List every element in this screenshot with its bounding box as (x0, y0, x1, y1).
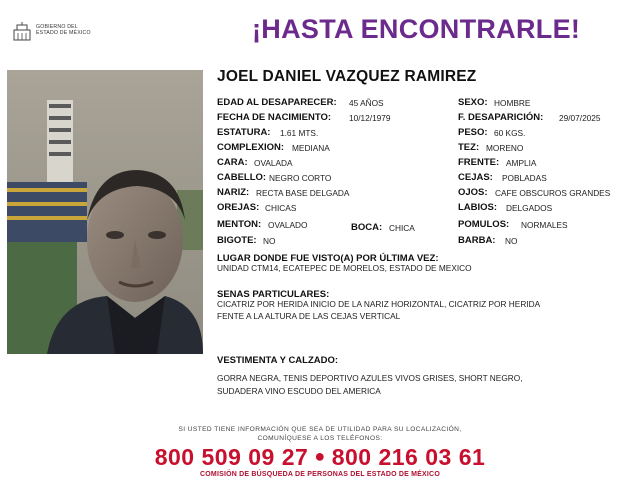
marks-label: SENAS PARTICULARES: (217, 289, 330, 300)
nacimiento-label: FECHA DE NACIMIENTO: (217, 112, 331, 123)
clothing-line-1: GORRA NEGRA, TENIS DEPORTIVO AZULES VIVOS GRISES, SHORT NEGRO, (217, 373, 523, 383)
complexion-value: MEDIANA (292, 143, 330, 153)
marks-line-1: CICATRIZ POR HERIDA INICIO DE LA NARIZ HORIZONTAL, CICATRIZ POR HERIDA (217, 299, 541, 309)
sexo-value: HOMBRE (494, 98, 531, 108)
commission-name: COMISIÓN DE BÚSQUEDA DE PERSONAS DEL ESTADO DE MÉXICO (200, 471, 440, 478)
orejas-label: OREJAS: (217, 202, 260, 213)
menton-label: MENTON: (217, 219, 262, 230)
marks-line-2: FENTE A LA ALTURA DE LAS CEJAS VERTICAL (217, 311, 401, 321)
ojos-value: CAFE OBSCUROS GRANDES (495, 188, 611, 198)
last-seen-value: UNIDAD CTM14, ECATEPEC DE MORELOS, ESTADO DE MEXICO (217, 263, 472, 273)
person-name: JOEL DANIEL VAZQUEZ RAMIREZ (217, 68, 477, 85)
gov-line-2: ESTADO DE MÉXICO (36, 30, 91, 36)
cabello-value: NEGRO CORTO (269, 173, 332, 183)
labios-label: LABIOS: (458, 202, 498, 213)
boca-label: BOCA: (351, 222, 383, 233)
pomulos-label: POMULOS: (458, 219, 510, 230)
cabello-label: CABELLO: (217, 172, 267, 183)
phone-number-1[interactable]: 800 509 09 27 (154, 444, 309, 470)
menton-value: OVALADO (268, 220, 308, 230)
orejas-value: CHICAS (265, 203, 297, 213)
ojos-label: OJOS: (458, 187, 488, 198)
government-logo (12, 22, 112, 44)
complexion-label: COMPLEXION: (217, 142, 285, 153)
tez-label: TEZ: (458, 142, 480, 153)
fdesap-label: F. DESAPARICIÓN: (458, 112, 544, 123)
contact-info-line-2: COMUNÍQUESE A LOS TELÉFONOS: (257, 434, 383, 442)
nacimiento-value: 10/12/1979 (349, 113, 391, 123)
cara-label: CARA: (217, 157, 248, 168)
barba-value: NO (505, 236, 518, 246)
edad-label: EDAD AL DESAPARECER: (217, 97, 337, 108)
peso-value: 60 KGS. (494, 128, 526, 138)
estatura-label: ESTATURA: (217, 127, 271, 138)
state-emblem-icon (12, 22, 32, 42)
sexo-label: SEXO: (458, 97, 488, 108)
edad-value: 45 AÑOS (349, 98, 384, 108)
tez-value: MORENO (486, 143, 524, 153)
bigote-label: BIGOTE: (217, 235, 257, 246)
bullet-separator-icon: ● (314, 446, 326, 466)
labios-value: DELGADOS (506, 203, 553, 213)
cejas-label: CEJAS: (458, 172, 493, 183)
estatura-value: 1.61 MTS. (280, 128, 319, 138)
pomulos-value: NORMALES (521, 220, 568, 230)
nariz-value: RECTA BASE DELGADA (256, 188, 350, 198)
contact-info-line-1: SI USTED TIENE INFORMACIÓN QUE SEA DE UTILIDAD PARA SU LOCALIZACIÓN, (178, 426, 462, 433)
boca-value: CHICA (389, 223, 415, 233)
last-seen-label: LUGAR DONDE FUE VISTO(A) POR ÚLTIMA VEZ: (217, 253, 439, 264)
person-photo (7, 70, 203, 354)
contact-info (0, 426, 640, 443)
clothing-label: VESTIMENTA Y CALZADO: (217, 355, 339, 366)
bigote-value: NO (263, 236, 276, 246)
gov-line-1: GOBIERNO DEL (36, 24, 78, 30)
phone-numbers (0, 444, 640, 471)
nariz-label: NARIZ: (217, 187, 250, 198)
fdesap-value: 29/07/2025 (559, 113, 601, 123)
phone-number-2[interactable]: 800 216 03 61 (331, 444, 486, 470)
frente-value: AMPLIA (506, 158, 537, 168)
cejas-value: POBLADAS (502, 173, 547, 183)
headline: ¡HASTA ENCONTRARLE! (252, 14, 581, 44)
peso-label: PESO: (458, 127, 488, 138)
frente-label: FRENTE: (458, 157, 500, 168)
cara-value: OVALADA (254, 158, 293, 168)
clothing-line-2: SUDADERA VINO ESCUDO DEL AMERICA (217, 386, 381, 396)
barba-label: BARBA: (458, 235, 496, 246)
